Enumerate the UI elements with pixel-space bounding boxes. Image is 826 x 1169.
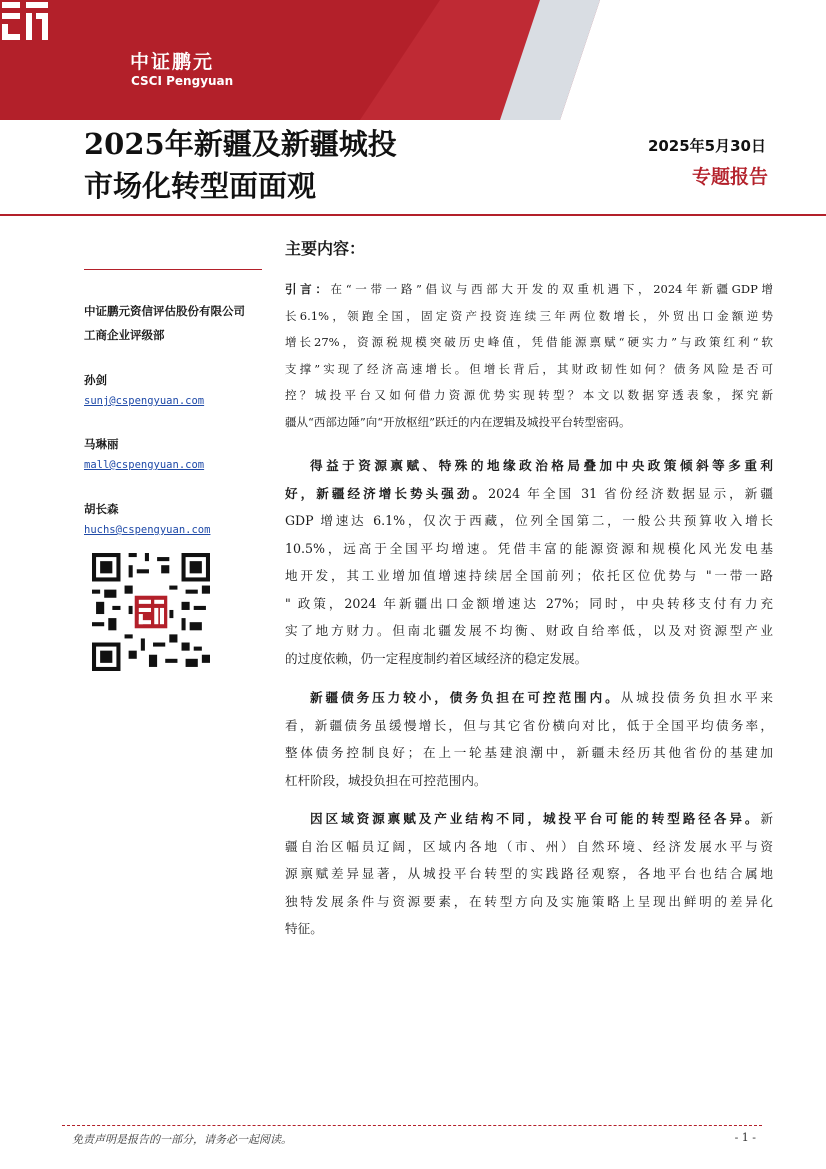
brand-name-cn: 中证鹏元 xyxy=(130,51,215,73)
author-email-link[interactable]: sunj@cspengyuan.com xyxy=(84,395,205,407)
section-heading: 主要内容： xyxy=(285,239,366,258)
emphasis-text: 好，新疆经济增长势头强劲。 xyxy=(285,485,489,501)
emphasis-text: 新疆债务压力较小，债务负担在可控范围内。 xyxy=(310,690,621,705)
report-date: 2025年5月30日 xyxy=(647,137,766,155)
emphasis-text: 因区域资源禀赋及产业结构不同，城投平台可能的转型路径各异。 xyxy=(310,811,761,826)
department-name: 工商企业评级部 xyxy=(84,328,165,342)
banner-graphic xyxy=(0,0,826,120)
body-paragraph xyxy=(285,684,773,794)
paragraph-line: 源禀赋差异显著，从城投平台转型的实践路径观察，各地平台也结合属地 xyxy=(285,866,773,881)
intro-line: 增长27%，资源税规模突破历史峰值，凭借能源禀赋“硬实力”与政策红利“软 xyxy=(285,335,773,349)
paragraph-line: GDP 增速达 6.1%，仅次于西藏，位列全国第二，一般公共预算收入增长 xyxy=(285,513,773,528)
author-name: 马琳丽 xyxy=(84,437,119,451)
footer-divider xyxy=(62,1125,762,1126)
intro-label: 引言： xyxy=(285,282,331,296)
paragraph-line: 整体债务控制良好；在上一轮基建浪潮中，新疆未经历其他省份的基建加 xyxy=(285,745,773,760)
brand-logo-icon xyxy=(0,0,50,42)
paragraph-line: 的过度依赖，仍一定程度制约着区域经济的稳定发展。 xyxy=(285,650,588,666)
author-email-link[interactable]: huchs@cspengyuan.com xyxy=(84,524,211,536)
paragraph-line: 特征。 xyxy=(285,921,323,936)
header-divider xyxy=(0,214,826,216)
body-paragraph xyxy=(285,452,773,672)
header-banner xyxy=(0,0,826,120)
intro-line: 控？城投平台又如何借力资源优势实现转型？本文以数据穿透表象，探究新 xyxy=(285,388,773,402)
intro-line: 支撑”实现了经济高速增长。但增长背后，其财政韧性如何？债务风险是否可 xyxy=(285,361,773,376)
emphasis-text: 得益于资源禀赋、特殊的地缘政治格局叠加中央政策倾斜等多重利 xyxy=(310,458,773,473)
page-number: - 1 - xyxy=(734,1131,756,1144)
intro-line: 疆从“西部边陲”向“开放枢纽”跃迁的内在逻辑及城投平台转型密码。 xyxy=(285,414,631,429)
footer-disclaimer: 免责声明是报告的一部分，请务必一起阅读。 xyxy=(72,1133,292,1146)
intro-line: 引言：在“一带一路”倡议与西部大开发的双重机遇下，2024年新疆GDP增 xyxy=(285,282,774,296)
intro-section xyxy=(285,276,773,435)
paragraph-line: 好，新疆经济增长势头强劲。2024 年全国 31 省份经济数据显示，新疆 xyxy=(285,485,774,501)
brand-name-en: CSCI Pengyuan xyxy=(131,74,234,88)
paragraph-line: 疆自治区幅员辽阔，区域内各地（市、州）自然环境、经济发展水平与资 xyxy=(285,838,773,854)
organization-name: 中证鹏元资信评估股份有限公司 xyxy=(84,304,245,318)
paragraph-line: 独特发展条件与资源要素，在转型方向及实施策略上呈现出鲜明的差异化 xyxy=(285,893,773,909)
qr-code-icon xyxy=(92,553,210,671)
sidebar-divider xyxy=(84,269,262,270)
paragraph-line xyxy=(285,452,773,480)
paragraph-line: 10.5%，远高于全国平均增速。凭借丰富的能源资源和规模化风光发电基 xyxy=(285,540,773,556)
paragraph-line: 杠杆阶段，城投负担在可控范围内。 xyxy=(285,772,487,788)
paragraph-line: 因区域资源禀赋及产业结构不同，城投平台可能的转型路径各异。新 xyxy=(310,811,773,826)
author-email-link[interactable]: mall@cspengyuan.com xyxy=(84,459,205,471)
intro-line: 长6.1%，领跑全国，固定资产投资连续三年两位数增长，外贸出口金额逆势 xyxy=(285,308,773,323)
report-type: 专题报告 xyxy=(691,166,768,188)
body-paragraph xyxy=(285,805,773,943)
paragraph-line: 看，新疆债务虽缓慢增长，但与其它省份横向对比，低于全国平均债务率， xyxy=(285,717,773,733)
report-title-line1: 2025年新疆及新疆城投 xyxy=(84,127,397,161)
author-name: 胡长森 xyxy=(84,502,119,516)
paragraph-line: 地开发，其工业增加值增速持续居全国前列；依托区位优势与 "一带一路 xyxy=(285,568,773,583)
report-title-line2: 市场化转型面面观 xyxy=(84,169,317,203)
paragraph-line: 实了地方财力。但南北疆发展不均衡、财政自给率低，以及对资源型产业 xyxy=(285,623,773,638)
paragraph-line: " 政策，2024 年新疆出口金额增速达 27%；同时，中央转移支付有力充 xyxy=(285,595,773,611)
author-name: 孙剑 xyxy=(84,373,107,387)
paragraph-line: 新疆债务压力较小，债务负担在可控范围内。从城投债务负担水平来 xyxy=(310,690,773,705)
